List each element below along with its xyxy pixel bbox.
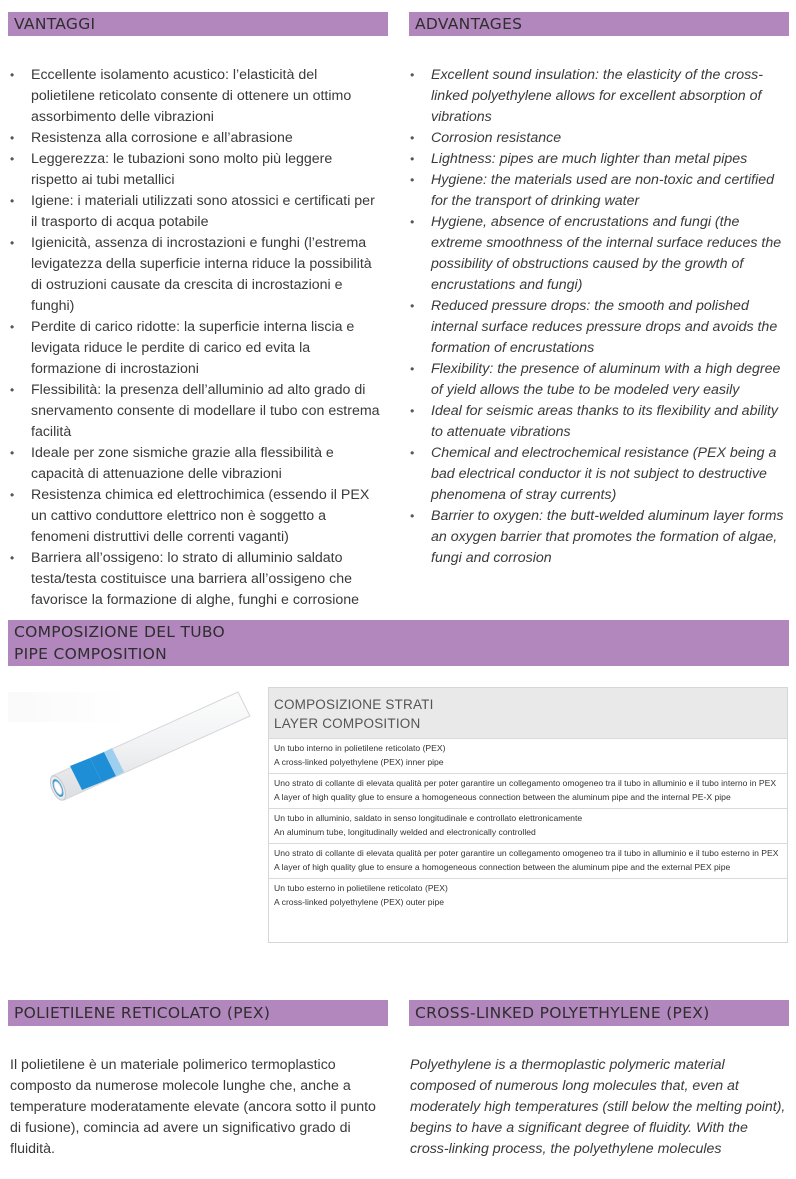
layer-text-it: Un tubo in alluminio, saldato in senso longitudinale e controllato elettronicamente <box>274 813 583 823</box>
list-item: • Hygiene, absence of encrustations and fungi (the extreme smoothness of the internal surface reduces the possibility of obstructions caused by the growth of encrustations and fungi) <box>410 212 790 296</box>
list-item: • Reduced pressure drops: the smooth and polished internal surface reduces pressure drops and avoids the formation of encrustations <box>410 296 790 359</box>
table-row <box>269 773 787 808</box>
layer-text-it: Uno strato di collante di elevata qualità per poter garantire un collegamento omogeneo tra il tubo in alluminio e il tubo interno in PEX <box>274 778 777 788</box>
composition-title-it: COMPOSIZIONE DEL TUBO <box>14 623 226 641</box>
layer-text-en: A cross-linked polyethylene (PEX) inner pipe <box>274 756 444 767</box>
list-item: • Flexibility: the presence of aluminum with a high degree of yield allows the tube to be modeled very easily <box>410 359 790 401</box>
list-item: • Chemical and electrochemical resistance (PEX being a bad electrical conductor it is not subject to destructive phenomena of stray currents) <box>410 443 790 506</box>
layer-text-it: Uno strato di collante di elevata qualità per poter garantire un collegamento omogeneo tra il tubo in alluminio e il tubo esterno in PEX <box>274 848 779 858</box>
list-item: • Resistenza chimica ed elettrochimica (essendo il PEX un cattivo conduttore elettrico non è soggetto a fenomeni distruttivi delle correnti vaganti) <box>10 485 382 548</box>
pex-en-title: CROSS-LINKED POLYETHYLENE (PEX) <box>415 1004 710 1022</box>
list-item: • Ideal for seismic areas thanks to its flexibility and ability to attenuate vibrations <box>410 401 790 443</box>
layer-table-title-en: LAYER COMPOSITION <box>274 716 421 731</box>
list-item: • Flessibilità: la presenza dell’alluminio ad alto grado di snervamento consente di modellare il tubo con estrema facilità <box>10 380 382 443</box>
pex-it-paragraph: Il polietilene è un materiale polimerico termoplastico composto da numerose molecole lunghe che, anche a temperature moderatamente elevate (ancora sotto il punto di fusione), comincia ad avere un significativo grado di fluidità. <box>10 1057 376 1157</box>
layer-text-en: A cross-linked polyethylene (PEX) outer pipe <box>274 896 445 907</box>
list-item: • Eccellente isolamento acustico: l’elasticità del polietilene reticolato consente di ottenere un ottimo assorbimento delle vibrazioni <box>10 65 382 128</box>
layer-table-title-it: COMPOSIZIONE STRATI <box>274 697 434 712</box>
list-item: • Igiene: i materiali utilizzati sono atossici e certificati per il trasporto di acqua potabile <box>10 191 382 233</box>
list-item: • Barrier to oxygen: the butt-welded aluminum layer forms an oxygen barrier that promotes the formation of algae, fungi and corrosion <box>410 506 790 569</box>
table-row <box>269 843 787 878</box>
pex-en-paragraph: Polyethylene is a thermoplastic polymeric material composed of numerous long molecules that, even at moderately high temperatures (still below the melting point), begins to have a significant degree of fluidity. With the cross-linking process, the polyethylene molecules <box>410 1057 786 1157</box>
vantaggi-title: VANTAGGI <box>14 15 96 33</box>
list-item: • Excellent sound insulation: the elasticity of the cross-linked polyethylene allows for excellent absorption of vibrations <box>410 65 790 128</box>
layer-text-en: An aluminum tube, longitudinally welded and electronically controlled <box>274 826 536 837</box>
layer-text-it: Un tubo esterno in polietilene reticolato (PEX) <box>274 883 448 893</box>
vantaggi-list <box>10 65 382 611</box>
list-item: • Ideale per zone sismiche grazie alla flessibilità e capacità di attenuazione delle vibrazioni <box>10 443 382 485</box>
list-item: • Barriera all’ossigeno: lo strato di alluminio saldato testa/testa costituisce una barriera all’ossigeno che favorisce la formazione di alghe, funghi e corrosione <box>10 548 382 611</box>
pipe-illustration <box>8 688 252 808</box>
section-header-composition <box>8 620 789 666</box>
list-item: • Hygiene: the materials used are non-toxic and certified for the transport of drinking water <box>410 170 790 212</box>
list-item: • Corrosion resistance <box>410 128 790 149</box>
section-header-vantaggi <box>8 12 388 36</box>
section-header-pex-it <box>8 1000 388 1026</box>
pex-it-title: POLIETILENE RETICOLATO (PEX) <box>14 1004 271 1022</box>
list-item: • Igienicità, assenza di incrostazioni e funghi (l’estrema levigatezza della superficie interna riduce la possibilità di ostruzioni causate da crescita di incrostazioni e funghi) <box>10 233 382 317</box>
layer-table-header <box>269 688 787 738</box>
advantages-list <box>410 65 790 569</box>
composition-title-en: PIPE COMPOSITION <box>14 645 167 663</box>
list-item: • Lightness: pipes are much lighter than metal pipes <box>410 149 790 170</box>
advantages-title: ADVANTAGES <box>415 15 523 33</box>
section-header-advantages <box>409 12 789 36</box>
table-row <box>269 738 787 773</box>
layer-text-en: A layer of high quality glue to ensure a homogeneous connection between the aluminum pipe and the internal PE-X pipe <box>274 791 731 802</box>
table-row <box>269 878 787 913</box>
table-row <box>269 808 787 843</box>
list-item: • Perdite di carico ridotte: la superficie interna liscia e levigata riduce le perdite di carico ed evita la formazione di incrostazioni <box>10 317 382 380</box>
list-item: • Resistenza alla corrosione e all’abrasione <box>10 128 382 149</box>
list-item: • Leggerezza: le tubazioni sono molto più leggere rispetto ai tubi metallici <box>10 149 382 191</box>
layer-text-en: A layer of high quality glue to ensure a homogeneous connection between the aluminum pipe and the external PEX pipe <box>274 861 731 872</box>
section-header-pex-en <box>409 1000 789 1026</box>
layer-text-it: Un tubo interno in polietilene reticolato (PEX) <box>274 743 446 753</box>
layer-composition-table <box>268 687 788 943</box>
